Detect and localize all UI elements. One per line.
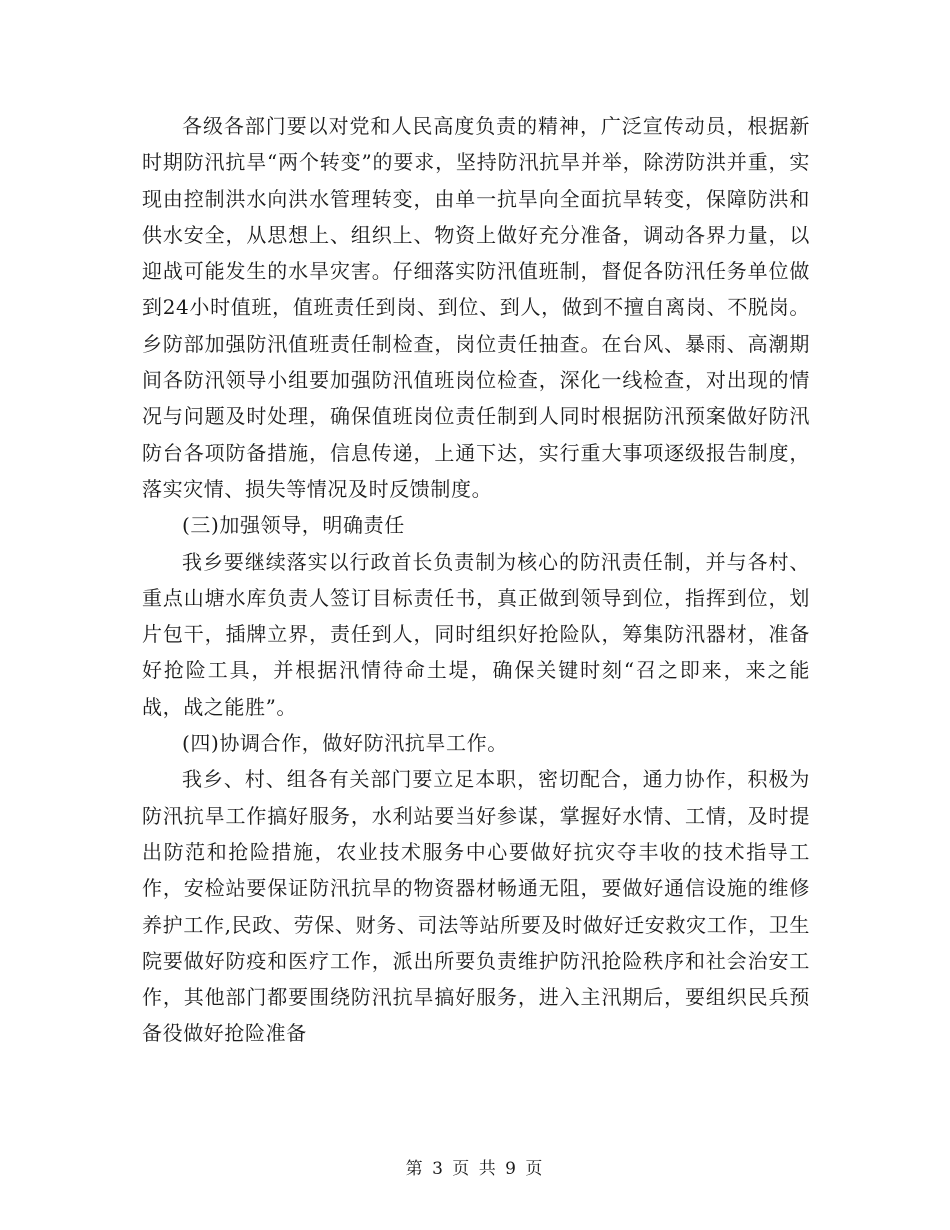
section-heading-coordination: (四)协调合作，做好防汛抗旱工作。 — [182, 731, 508, 756]
page-number-footer: 第 3 页 共 9 页 — [405, 1159, 545, 1179]
paragraph-responsibility: 我乡要继续落实以行政首长负责制为核心的防汛责任制，并与各村、重点山塘水库负责人签订目标责任书，真正做到领导到位，指挥到位，划片包干，插牌立界，责任到人，同时组织好抢险队，筹集防汛器材，准备好抢险工具，并根据汛情待命土堤，确保关键时刻“召之即来，来之能战，战之能胜”。 — [142, 549, 810, 719]
paragraph-cooperation: 我乡、村、组各有关部门要立足本职，密切配合，通力协作，积极为防汛抗旱工作搞好服务，水利站要当好参谋，掌握好水情、工情，及时提出防范和抢险措施，农业技术服务中心要做好抗灾夺丰收的技术指导工作，安检站要保证防汛抗旱的物资器材畅通无阻，要做好通信设施的维修养护工作,民政、劳保、财务、司法等站所要及时做好迁安救灾工作，卫生院要做好防疫和医疗工作，派出所要负责维护防汛抢险秩序和社会治安工作，其他部门都要围绕防汛抗旱搞好服务，进入主汛期后，要组织民兵预备役做好抢险准备 — [142, 767, 810, 1046]
section-heading-leadership: (三)加强领导，明确责任 — [182, 513, 405, 538]
document-body — [142, 108, 810, 1052]
paragraph-duty-system: 各级各部门要以对党和人民高度负责的精神，广泛宣传动员，根据新时期防汛抗旱“两个转变”的要求，坚持防汛抗旱并举，除涝防洪并重，实现由控制洪水向洪水管理转变，由单一抗旱向全面抗旱转变，保障防洪和供水安全，从思想上、组织上、物资上做好充分准备，调动各界力量，以迎战可能发生的水旱灾害。仔细落实防汛值班制，督促各防汛任务单位做到24小时值班，值班责任到岗、到位、到人，做到不擅自离岗、不脱岗。乡防部加强防汛值班责任制检查，岗位责任抽查。在台风、暴雨、高潮期间各防汛领导小组要加强防汛值班岗位检查，深化一线检查，对出现的情况与问题及时处理，确保值班岗位责任制到人同时根据防汛预案做好防汛防台各项防备措施，信息传递，上通下达，实行重大事项逐级报告制度，落实灾情、损失等情况及时反馈制度。 — [142, 114, 810, 501]
